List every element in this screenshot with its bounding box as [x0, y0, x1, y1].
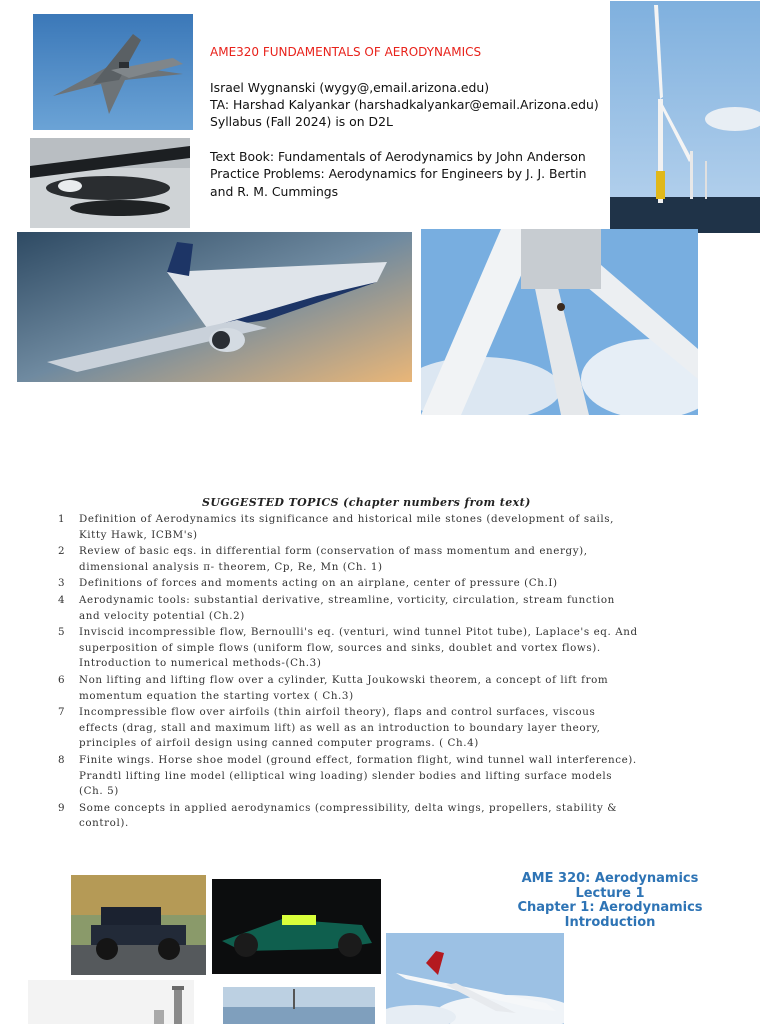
topic-number: 5: [58, 626, 66, 639]
lecture-title: [500, 872, 720, 930]
topic-number: 7: [58, 706, 66, 719]
boeing-737-photo: [17, 232, 412, 382]
supersonic-jet-photo: [386, 933, 564, 1024]
list-item: [58, 625, 638, 672]
list-item: [58, 753, 638, 800]
tower-photo: [28, 980, 194, 1024]
topic-text: Some concepts in applied aerodynamics (compressibility, delta wings, propellers, stability & control).: [79, 801, 618, 830]
topic-text: Review of basic eqs. in differential form (conservation of mass momentum and energy), dimensional analysis π- theorem, Cp, Re, Mn (Ch. 1): [79, 545, 588, 573]
lecture-chapter: Chapter 1: Aerodynamics: [517, 900, 703, 916]
stadium-photo: [223, 987, 375, 1024]
topic-text: Definition of Aerodynamics its significance and historical mile stones (development of sails, Kitty Hawk, ICBM's): [79, 513, 615, 541]
list-item: [58, 512, 638, 543]
syllabus-line: Syllabus (Fall 2024) is on D2L: [210, 114, 393, 129]
list-item: [58, 801, 638, 832]
ta-line: TA: Harshad Kalyankar (harshadkalyankar@email.Arizona.edu): [210, 97, 599, 112]
list-item: [58, 705, 638, 752]
topic-number: 6: [58, 673, 66, 686]
evtol-aircraft-photo: [30, 138, 190, 228]
practice-problems-authors: and R. M. Cummings: [210, 184, 339, 199]
topic-text: Aerodynamic tools: substantial derivative, streamline, vorticity, circulation, stream function and velocity potential (Ch.2): [79, 593, 615, 622]
topics-list: [58, 512, 638, 833]
topic-number: 1: [58, 513, 66, 525]
lecture-course: AME 320: Aerodynamics: [521, 871, 699, 886]
course-title: AME320 FUNDAMENTALS OF AERODYNAMICS: [210, 45, 482, 59]
instructor-line: Israel Wygnanski (wygy@,email.arizona.edu): [210, 80, 490, 95]
topic-text: Finite wings. Horse shoe model (ground effect, formation flight, wind tunnel wall interference). Prandtl lifting line model (elliptical wing loading) slender bodies and lifting surface models (Ch. 5): [79, 753, 637, 798]
topic-number: 3: [58, 577, 66, 590]
topic-text: Non lifting and lifting flow over a cylinder, Kutta Joukowski theorem, a concept of lift from momentum equation the starting vortex ( Ch.3): [79, 673, 609, 702]
topic-number: 4: [58, 593, 66, 606]
list-item: [58, 544, 638, 575]
topic-text: Inviscid incompressible flow, Bernoulli's eq. (venturi, wind tunnel Pitot tube), Laplace's eq. And superposition of simple flows (uniform flow, sources and sinks, doublet and vortex flows). Introduction to numerical methods-(Ch.3): [79, 626, 638, 670]
list-item: [58, 593, 638, 624]
topic-number: 2: [58, 545, 66, 558]
topics-heading: SUGGESTED TOPICS (chapter numbers from text): [202, 496, 531, 509]
list-item: [58, 673, 638, 704]
lecture-subtitle: Introduction: [564, 914, 656, 930]
topic-number: 8: [58, 753, 66, 766]
wind-turbine-photo: [610, 1, 760, 233]
topic-number: 9: [58, 801, 66, 814]
practice-problems-line: Practice Problems: Aerodynamics for Engineers by J. J. Bertin: [210, 166, 587, 181]
vintage-car-photo: [71, 875, 206, 975]
fighter-jet-photo: [33, 14, 193, 130]
list-item: [58, 576, 638, 592]
lecture-number: Lecture 1: [575, 885, 645, 901]
textbook-line: Text Book: Fundamentals of Aerodynamics by John Anderson: [210, 149, 586, 164]
topic-text: Definitions of forces and moments acting on an airplane, center of pressure (Ch.I): [79, 577, 558, 590]
topic-text: Incompressible flow over airfoils (thin airfoil theory), flaps and control surfaces, viscous effects (drag, stall and maximum lift) as well as an introduction to boundary layer theory, principles of airfoil design using canned computer programs. ( Ch.4): [79, 706, 601, 750]
f1-car-photo: [212, 879, 381, 974]
turbine-blade-climber-photo: [421, 229, 698, 415]
